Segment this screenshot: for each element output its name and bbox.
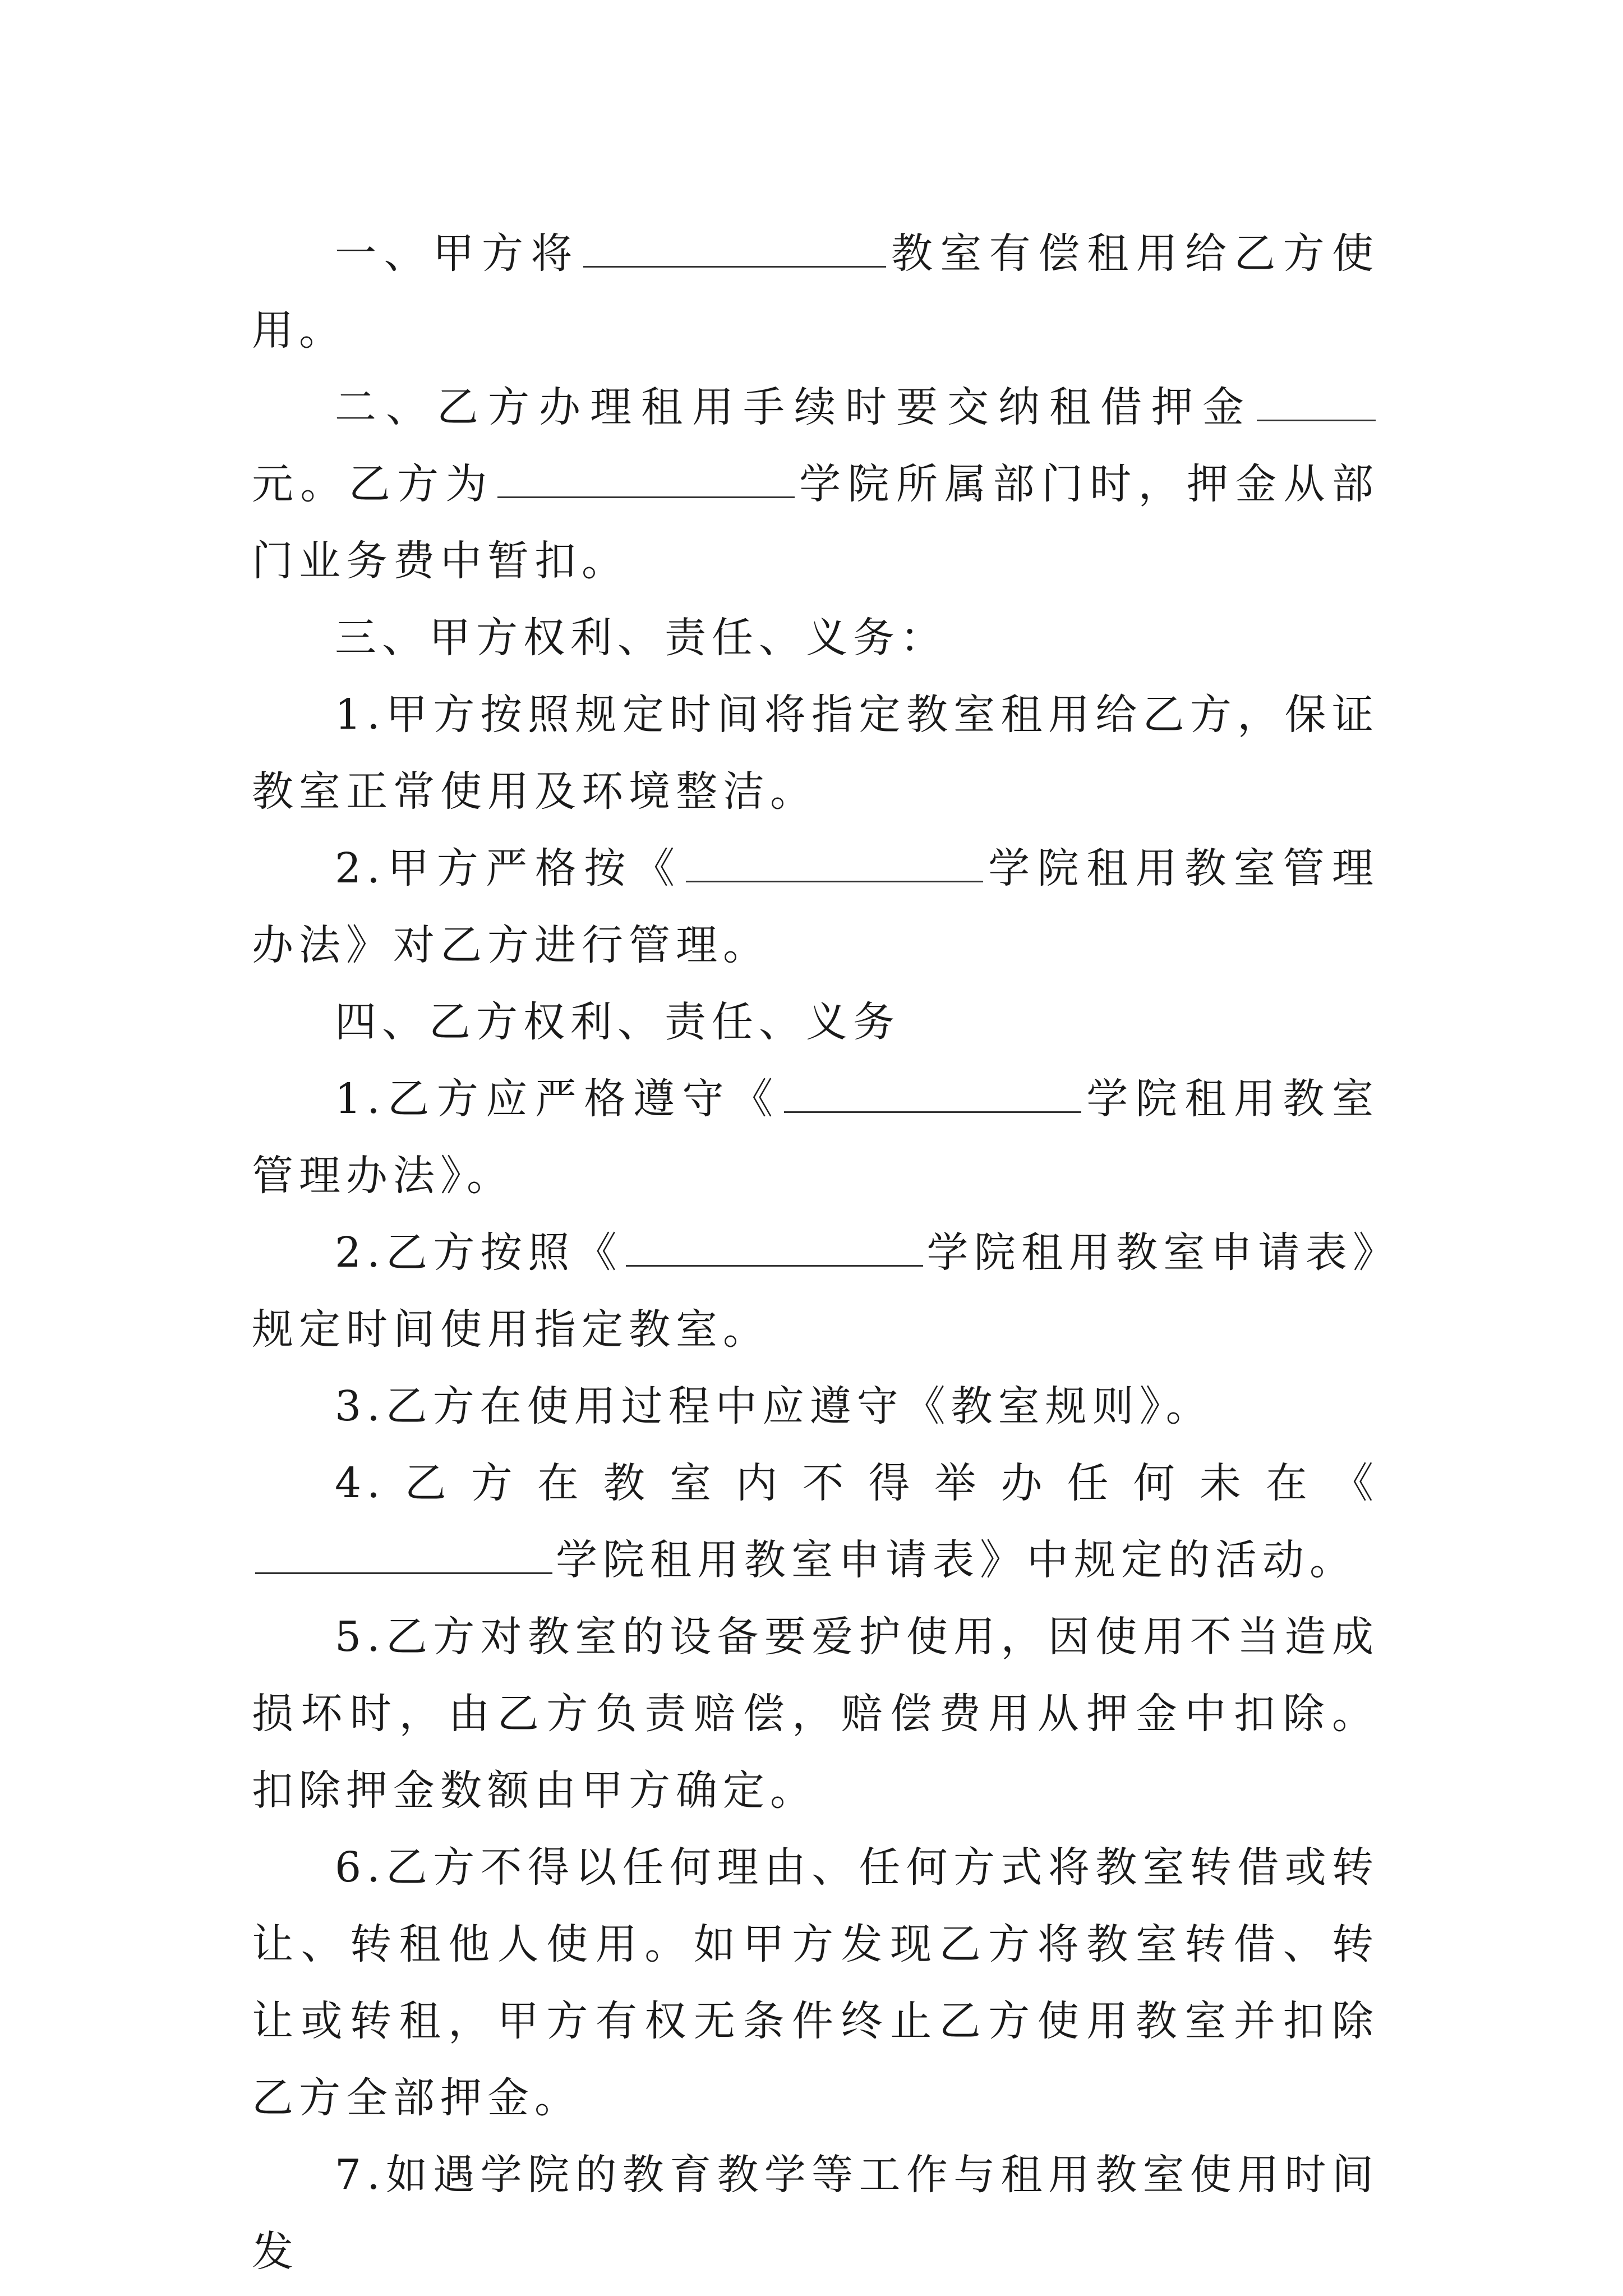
clause-2-text-c: 学院所属部门时，押金从部门业务费中暂扣。	[252, 460, 1379, 585]
clause-3-heading	[252, 600, 1379, 677]
fill-in-blank	[583, 231, 886, 268]
clause-4-item-7-text: 7.如遇学院的教育教学等工作与租用教室使用时间发	[252, 2151, 1379, 2276]
clause-4-item-5	[252, 1599, 1379, 1829]
fill-in-blank	[784, 1076, 1081, 1113]
clause-4-item-2-text-a: 2.乙方按照《	[335, 1228, 623, 1277]
clause-4-heading	[252, 984, 1379, 1061]
fill-in-blank	[497, 462, 795, 498]
clause-4-item-2	[252, 1214, 1379, 1368]
contract-body	[252, 215, 1379, 2290]
clause-4-item-5-text: 5.乙方对教室的设备要爱护使用，因使用不当造成损坏时，由乙方负责赔偿，赔偿费用从押金中扣除。扣除押金数额由甲方确定。	[252, 1613, 1379, 1815]
clause-3-item-2	[252, 830, 1379, 984]
clause-4-item-4	[252, 1445, 1379, 1599]
fill-in-blank	[255, 1538, 552, 1574]
clause-2-text-b: 元。乙方为	[252, 460, 494, 508]
clause-4-heading-text: 四、乙方权利、责任、义务	[335, 998, 900, 1046]
clause-2	[252, 369, 1379, 600]
clause-4-item-6-text: 6.乙方不得以任何理由、任何方式将教室转借或转让、转租他人使用。如甲方发现乙方将教室转借、转让或转租，甲方有权无条件终止乙方使用教室并扣除乙方全部押金。	[252, 1843, 1379, 2122]
fill-in-blank	[626, 1230, 923, 1267]
clause-1-text-a: 一、甲方将	[335, 229, 580, 278]
clause-4-item-1	[252, 1061, 1379, 1214]
clause-3-item-2-text-a: 2.甲方严格按《	[335, 844, 683, 892]
fill-in-blank	[686, 846, 983, 882]
clause-4-item-4-text-a: 4.乙方在教室内不得举办任何未在《	[335, 1459, 1379, 1507]
deposit-amount-blank	[1257, 385, 1376, 421]
clause-2-text-a: 二、乙方办理租用手续时要交纳租借押金	[335, 383, 1253, 431]
clause-4-item-3	[252, 1368, 1379, 1445]
clause-3-item-1	[252, 677, 1379, 830]
clause-1	[252, 215, 1379, 369]
clause-4-item-1-text-b: 学院租用教室管理办法》。	[252, 1075, 1379, 1200]
clause-4-item-4-text-b: 学院租用教室申请表》中规定的活动。	[556, 1536, 1357, 1584]
clause-3-item-2-text-b: 学院租用教室管理办法》对乙方进行管理。	[252, 844, 1380, 969]
clause-1-text-b: 教室有偿租用给乙方使用。	[252, 229, 1380, 355]
clause-4-item-3-text: 3.乙方在使用过程中应遵守《教室规则》。	[335, 1382, 1213, 1430]
clause-3-heading-text: 三、甲方权利、责任、义务：	[335, 614, 947, 662]
clause-4-item-2-text-b: 学院租用教室申请表》规定时间使用指定教室。	[252, 1228, 1379, 1354]
clause-3-item-1-text: 1.甲方按照规定时间将指定教室租用给乙方，保证教室正常使用及环境整洁。	[252, 691, 1379, 816]
clause-4-item-7	[252, 2137, 1379, 2290]
clause-4-item-6	[252, 1829, 1379, 2137]
clause-4-item-1-text-a: 1.乙方应严格遵守《	[335, 1075, 781, 1123]
